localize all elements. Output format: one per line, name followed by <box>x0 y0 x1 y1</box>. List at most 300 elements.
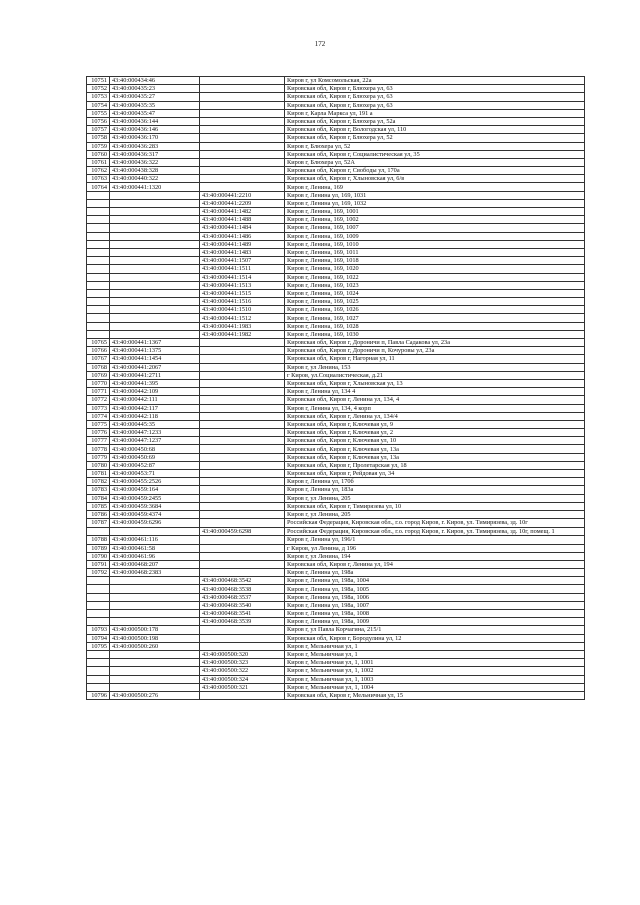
table-row <box>87 437 585 445</box>
table-row <box>87 634 585 642</box>
address-cell: Киров г, Ленина ул, 198а, 1009 <box>285 618 585 626</box>
table-row <box>87 536 585 544</box>
cadastral-number-cell: 43:40:000436:317 <box>110 150 200 158</box>
address-cell: Киров г, Ленина, 169, 1023 <box>285 281 585 289</box>
sub-object-number-cell <box>200 339 285 347</box>
table-row <box>87 273 585 281</box>
cadastral-number-cell: 43:40:000442:109 <box>110 388 200 396</box>
address-cell: Кировская обл, Киров г, Ленина ул, 194 <box>285 560 585 568</box>
row-number-cell: 10759 <box>87 142 110 150</box>
cadastral-number-cell <box>110 265 200 273</box>
sub-object-number-cell: 43:40:000500:322 <box>200 667 285 675</box>
sub-object-number-cell: 43:40:000441:1483 <box>200 248 285 256</box>
address-cell: Киров г, Мельничная ул, 1, 1001 <box>285 659 585 667</box>
cadastral-number-cell <box>110 650 200 658</box>
sub-object-number-cell <box>200 167 285 175</box>
row-number-cell <box>87 257 110 265</box>
row-number-cell: 10774 <box>87 412 110 420</box>
row-number-cell: 10752 <box>87 85 110 93</box>
table-row <box>87 289 585 297</box>
sub-object-number-cell: 43:40:000441:1486 <box>200 232 285 240</box>
address-cell: Киров г, Ленина ул, 198а, 1005 <box>285 585 585 593</box>
address-cell: Кировская обл, Киров г, Социалистическая ул, 35 <box>285 150 585 158</box>
row-number-cell <box>87 216 110 224</box>
cadastral-number-cell: 43:40:000453:71 <box>110 470 200 478</box>
row-number-cell <box>87 191 110 199</box>
row-number-cell <box>87 265 110 273</box>
address-cell: Кировская обл, Киров г, Ключевая ул, 13а <box>285 453 585 461</box>
address-cell: Кировская обл, Киров г, Бородулина ул, 12 <box>285 634 585 642</box>
row-number-cell: 10791 <box>87 560 110 568</box>
row-number-cell <box>87 610 110 618</box>
address-cell: Кировская обл, Киров г, Рейдовая ул, 34 <box>285 470 585 478</box>
sub-object-number-cell <box>200 470 285 478</box>
sub-object-number-cell <box>200 355 285 363</box>
row-number-cell: 10786 <box>87 510 110 518</box>
cadastral-number-cell: 43:40:000468:2383 <box>110 569 200 577</box>
address-cell: Кировская обл, Киров г, Ключевая ул, 10 <box>285 437 585 445</box>
cadastral-number-cell: 43:40:000441:2711 <box>110 371 200 379</box>
table-row <box>87 322 585 330</box>
row-number-cell: 10751 <box>87 77 110 85</box>
address-cell: Кировская обл, Киров г, Хлыновская ул, 6/в <box>285 175 585 183</box>
sub-object-number-cell <box>200 569 285 577</box>
sub-object-number-cell: 43:40:000500:321 <box>200 683 285 691</box>
row-number-cell: 10754 <box>87 101 110 109</box>
sub-object-number-cell: 43:40:000459:6298 <box>200 527 285 536</box>
sub-object-number-cell <box>200 691 285 699</box>
table-row <box>87 650 585 658</box>
address-cell: Кировская обл, Киров г, Дороничи п, Павла Садакова ул, 23а <box>285 339 585 347</box>
row-number-cell: 10763 <box>87 175 110 183</box>
table-row <box>87 298 585 306</box>
sub-object-number-cell: 43:40:000468:3540 <box>200 601 285 609</box>
table-row <box>87 306 585 314</box>
sub-object-number-cell <box>200 642 285 650</box>
sub-object-number-cell <box>200 634 285 642</box>
address-cell: Киров г, Ленина, 169, 1025 <box>285 298 585 306</box>
address-cell: Кировская обл, Киров г, Ключевая ул, 13а <box>285 445 585 453</box>
row-number-cell: 10777 <box>87 437 110 445</box>
table-row <box>87 519 585 528</box>
sub-object-number-cell: 43:40:000441:1484 <box>200 224 285 232</box>
sub-object-number-cell: 43:40:000468:3538 <box>200 585 285 593</box>
table-row <box>87 257 585 265</box>
table-row <box>87 208 585 216</box>
cadastral-number-cell: 43:40:000436:322 <box>110 158 200 166</box>
cadastral-number-cell: 43:40:000441:1454 <box>110 355 200 363</box>
row-number-cell: 10764 <box>87 183 110 191</box>
row-number-cell <box>87 650 110 658</box>
address-cell: Киров г, Ленина ул, 198а, 1008 <box>285 610 585 618</box>
table-row <box>87 675 585 683</box>
cadastral-number-cell <box>110 330 200 338</box>
cadastral-number-cell <box>110 281 200 289</box>
cadastral-number-cell <box>110 191 200 199</box>
table-row <box>87 175 585 183</box>
row-number-cell <box>87 527 110 536</box>
sub-object-number-cell: 43:40:000500:323 <box>200 659 285 667</box>
cadastral-number-cell <box>110 675 200 683</box>
table-row <box>87 659 585 667</box>
cadastral-number-cell: 43:40:000441:1367 <box>110 339 200 347</box>
table-row <box>87 224 585 232</box>
table-row <box>87 626 585 634</box>
row-number-cell: 10762 <box>87 167 110 175</box>
sub-object-number-cell <box>200 552 285 560</box>
cadastral-number-cell: 43:40:000442:117 <box>110 404 200 412</box>
sub-object-number-cell: 43:40:000500:324 <box>200 675 285 683</box>
address-cell: Киров г, Ленина ул, 198а <box>285 569 585 577</box>
row-number-cell <box>87 314 110 322</box>
cadastral-number-cell: 43:40:000435:27 <box>110 93 200 101</box>
row-number-cell: 10766 <box>87 347 110 355</box>
address-cell: Киров г, Ленина, 169, 1010 <box>285 240 585 248</box>
cadastral-number-cell: 43:40:000441:395 <box>110 379 200 387</box>
table-row <box>87 158 585 166</box>
page-number: 172 <box>314 40 326 48</box>
address-cell: Киров г, Ленина, 169, 1001 <box>285 208 585 216</box>
cadastral-number-cell: 43:40:000447:1233 <box>110 429 200 437</box>
row-number-cell: 10796 <box>87 691 110 699</box>
row-number-cell: 10769 <box>87 371 110 379</box>
row-number-cell <box>87 322 110 330</box>
sub-object-number-cell: 43:40:000441:1488 <box>200 216 285 224</box>
address-cell: Кировская обл, Киров г, Хлыновская ул, 13 <box>285 379 585 387</box>
row-number-cell: 10789 <box>87 544 110 552</box>
cadastral-number-cell: 43:40:000461:116 <box>110 536 200 544</box>
address-cell: Кировская обл, Киров г, Блюхера ул, 52 <box>285 134 585 142</box>
table-row <box>87 585 585 593</box>
address-cell: Киров г, Мельничная ул, 1, 1003 <box>285 675 585 683</box>
cadastral-number-cell: 43:40:000441:1320 <box>110 183 200 191</box>
sub-object-number-cell <box>200 412 285 420</box>
table-row <box>87 379 585 387</box>
cadastral-number-cell: 43:40:000450:69 <box>110 453 200 461</box>
table-row <box>87 461 585 469</box>
table-row <box>87 412 585 420</box>
address-cell: Киров г, ул Павла Корчагина, 215/1 <box>285 626 585 634</box>
table-row <box>87 371 585 379</box>
row-number-cell <box>87 593 110 601</box>
address-cell: Кировская обл, Киров г, Ключевая ул, 9 <box>285 420 585 428</box>
cadastral-number-cell: 43:40:000500:276 <box>110 691 200 699</box>
table-row <box>87 510 585 518</box>
sub-object-number-cell <box>200 560 285 568</box>
table-row <box>87 183 585 191</box>
address-cell: Киров г, Мельничная ул, 1, 1002 <box>285 667 585 675</box>
address-cell: Кировская обл, Киров г, Вологодская ул, 110 <box>285 126 585 134</box>
cadastral-number-cell: 43:40:000459:4374 <box>110 510 200 518</box>
cadastral-number-cell: 43:40:000436:144 <box>110 117 200 125</box>
table-row <box>87 388 585 396</box>
cadastral-number-cell <box>110 306 200 314</box>
cadastral-number-cell <box>110 289 200 297</box>
sub-object-number-cell: 43:40:000441:1982 <box>200 330 285 338</box>
table-row <box>87 77 585 85</box>
cadastral-number-cell <box>110 593 200 601</box>
row-number-cell <box>87 199 110 207</box>
cadastral-number-cell: 43:40:000447:1237 <box>110 437 200 445</box>
address-cell: Киров г, Ленина ул, 169, 1031 <box>285 191 585 199</box>
sub-object-number-cell: 43:40:000441:1482 <box>200 208 285 216</box>
sub-object-number-cell: 43:40:000468:3541 <box>200 610 285 618</box>
cadastral-register-table <box>86 76 585 700</box>
row-number-cell <box>87 306 110 314</box>
cadastral-number-cell: 43:40:000442:118 <box>110 412 200 420</box>
sub-object-number-cell <box>200 461 285 469</box>
table-row <box>87 618 585 626</box>
sub-object-number-cell <box>200 85 285 93</box>
row-number-cell: 10795 <box>87 642 110 650</box>
table-row <box>87 502 585 510</box>
row-number-cell <box>87 232 110 240</box>
sub-object-number-cell <box>200 175 285 183</box>
cadastral-number-cell: 43:40:000445:35 <box>110 420 200 428</box>
table-row <box>87 265 585 273</box>
row-number-cell: 10756 <box>87 117 110 125</box>
address-cell: Киров г, Ленина ул, 170б <box>285 478 585 486</box>
sub-object-number-cell: 43:40:000468:3537 <box>200 593 285 601</box>
table-row <box>87 667 585 675</box>
row-number-cell: 10776 <box>87 429 110 437</box>
address-cell: Киров г, ул Ленина, 194 <box>285 552 585 560</box>
row-number-cell <box>87 248 110 256</box>
cadastral-number-cell: 43:40:000461:58 <box>110 544 200 552</box>
table-row <box>87 240 585 248</box>
row-number-cell <box>87 683 110 691</box>
table-row <box>87 494 585 502</box>
address-cell: Киров г, ул Ленина, 205 <box>285 510 585 518</box>
address-cell: Киров г, Ленина ул, 198а, 1004 <box>285 577 585 585</box>
cadastral-number-cell <box>110 577 200 585</box>
sub-object-number-cell <box>200 437 285 445</box>
address-cell: Киров г, Ленина ул, 134, 4 корп <box>285 404 585 412</box>
sub-object-number-cell <box>200 183 285 191</box>
sub-object-number-cell <box>200 453 285 461</box>
address-cell: Киров г, ул Комсомольская, 22а <box>285 77 585 85</box>
row-number-cell: 10771 <box>87 388 110 396</box>
row-number-cell: 10794 <box>87 634 110 642</box>
row-number-cell: 10779 <box>87 453 110 461</box>
sub-object-number-cell <box>200 420 285 428</box>
table-row <box>87 126 585 134</box>
cadastral-number-cell <box>110 298 200 306</box>
table-row <box>87 486 585 494</box>
address-cell: Кировская обл, Киров г, Ключевая ул, 2 <box>285 429 585 437</box>
cadastral-number-cell <box>110 199 200 207</box>
table-row <box>87 445 585 453</box>
row-number-cell: 10760 <box>87 150 110 158</box>
address-cell: Киров г, Ленина ул, 134 4 <box>285 388 585 396</box>
cadastral-number-cell: 43:40:000459:6296 <box>110 519 200 528</box>
row-number-cell <box>87 330 110 338</box>
table-row <box>87 396 585 404</box>
row-number-cell <box>87 240 110 248</box>
address-cell: Киров г, ул Ленина, 153 <box>285 363 585 371</box>
table-row <box>87 642 585 650</box>
row-number-cell: 10790 <box>87 552 110 560</box>
address-cell: Киров г, Ленина ул, 198а, 1007 <box>285 601 585 609</box>
cadastral-number-cell <box>110 216 200 224</box>
row-number-cell: 10787 <box>87 519 110 528</box>
sub-object-number-cell: 43:40:000441:1983 <box>200 322 285 330</box>
row-number-cell: 10758 <box>87 134 110 142</box>
cadastral-number-cell <box>110 248 200 256</box>
table-row <box>87 478 585 486</box>
table-row <box>87 593 585 601</box>
sub-object-number-cell: 43:40:000441:1512 <box>200 314 285 322</box>
table-row <box>87 281 585 289</box>
address-cell: Кировская обл, Киров г, Свободы ул, 170а <box>285 167 585 175</box>
sub-object-number-cell: 43:40:000441:1511 <box>200 265 285 273</box>
address-cell: Кировская обл, Киров г, Мельничная ул, 15 <box>285 691 585 699</box>
address-cell: Киров г, Ленина, 169, 1030 <box>285 330 585 338</box>
sub-object-number-cell <box>200 478 285 486</box>
table-row <box>87 117 585 125</box>
sub-object-number-cell <box>200 142 285 150</box>
table-row <box>87 569 585 577</box>
sub-object-number-cell: 43:40:000468:3542 <box>200 577 285 585</box>
address-cell: Киров г, Ленина, 169, 1009 <box>285 232 585 240</box>
cadastral-number-cell <box>110 273 200 281</box>
sub-object-number-cell <box>200 429 285 437</box>
address-cell: Кировская обл, Киров г, Нагорная ул, 11 <box>285 355 585 363</box>
row-number-cell: 10765 <box>87 339 110 347</box>
row-number-cell <box>87 667 110 675</box>
cadastral-number-cell: 43:40:000442:111 <box>110 396 200 404</box>
sub-object-number-cell: 43:40:000441:1489 <box>200 240 285 248</box>
cadastral-number-cell <box>110 314 200 322</box>
table-row <box>87 191 585 199</box>
row-number-cell: 10761 <box>87 158 110 166</box>
address-cell: Киров г, Ленина, 169, 1002 <box>285 216 585 224</box>
table-row <box>87 683 585 691</box>
sub-object-number-cell <box>200 494 285 502</box>
cadastral-number-cell <box>110 322 200 330</box>
cadastral-number-cell: 43:40:000435:23 <box>110 85 200 93</box>
table-row <box>87 544 585 552</box>
row-number-cell <box>87 659 110 667</box>
cadastral-number-cell: 43:40:000459:164 <box>110 486 200 494</box>
sub-object-number-cell <box>200 134 285 142</box>
row-number-cell: 10793 <box>87 626 110 634</box>
address-cell: Киров г, Ленина, 169, 1018 <box>285 257 585 265</box>
sub-object-number-cell <box>200 109 285 117</box>
table-row <box>87 355 585 363</box>
cadastral-number-cell: 43:40:000500:198 <box>110 634 200 642</box>
table-row <box>87 404 585 412</box>
address-cell: Кировская обл, Киров г, Дороничи п, Кочуровы ул, 23а <box>285 347 585 355</box>
row-number-cell: 10755 <box>87 109 110 117</box>
address-cell: Киров г, Мельничная ул, 1, 1004 <box>285 683 585 691</box>
row-number-cell <box>87 577 110 585</box>
cadastral-number-cell <box>110 585 200 593</box>
address-cell: Киров г, Ленина, 169, 1026 <box>285 306 585 314</box>
table-row <box>87 691 585 699</box>
sub-object-number-cell <box>200 502 285 510</box>
row-number-cell <box>87 208 110 216</box>
row-number-cell: 10753 <box>87 93 110 101</box>
table-row <box>87 363 585 371</box>
cadastral-number-cell: 43:40:000500:260 <box>110 642 200 650</box>
sub-object-number-cell <box>200 77 285 85</box>
cadastral-number-cell: 43:40:000459:3684 <box>110 502 200 510</box>
table-row <box>87 610 585 618</box>
row-number-cell <box>87 675 110 683</box>
table-row <box>87 150 585 158</box>
row-number-cell: 10770 <box>87 379 110 387</box>
cadastral-number-cell: 43:40:000438:328 <box>110 167 200 175</box>
sub-object-number-cell: 43:40:000441:1516 <box>200 298 285 306</box>
sub-object-number-cell <box>200 486 285 494</box>
row-number-cell <box>87 618 110 626</box>
row-number-cell: 10788 <box>87 536 110 544</box>
cadastral-number-cell <box>110 610 200 618</box>
table-row <box>87 339 585 347</box>
cadastral-number-cell: 43:40:000435:35 <box>110 101 200 109</box>
address-cell: Киров г, Ленина, 169, 1011 <box>285 248 585 256</box>
table-row <box>87 527 585 536</box>
address-cell: Киров г, Блюхера ул, 52 <box>285 142 585 150</box>
row-number-cell <box>87 585 110 593</box>
cadastral-number-cell: 43:40:000459:2455 <box>110 494 200 502</box>
sub-object-number-cell <box>200 126 285 134</box>
address-cell: Киров г, Мельничная ул, 1 <box>285 642 585 650</box>
address-cell: Киров г, Ленина, 169, 1027 <box>285 314 585 322</box>
table-row <box>87 347 585 355</box>
address-cell: г Киров, ул.Социалистическая, д.21 <box>285 371 585 379</box>
cadastral-number-cell: 43:40:000461:96 <box>110 552 200 560</box>
sub-object-number-cell: 43:40:000441:1515 <box>200 289 285 297</box>
sub-object-number-cell <box>200 379 285 387</box>
table-row <box>87 453 585 461</box>
sub-object-number-cell <box>200 150 285 158</box>
sub-object-number-cell: 43:40:000441:1510 <box>200 306 285 314</box>
address-cell: Киров г, Ленина, 169, 1024 <box>285 289 585 297</box>
table-row <box>87 216 585 224</box>
address-cell: Киров г, Ленина, 169, 1020 <box>285 265 585 273</box>
address-cell: Российская Федерация, Кировская обл., г.о. город Киров, г. Киров, ул. Тимирязева, зд. 10г, помещ. 1 <box>285 527 585 536</box>
address-cell: Кировская обл, Киров г, Блюхера ул, 63 <box>285 85 585 93</box>
row-number-cell: 10784 <box>87 494 110 502</box>
address-cell: Киров г, ул Ленина, 205 <box>285 494 585 502</box>
row-number-cell: 10780 <box>87 461 110 469</box>
address-cell: Киров г, Ленина, 169 <box>285 183 585 191</box>
row-number-cell: 10773 <box>87 404 110 412</box>
cadastral-number-cell: 43:40:000436:146 <box>110 126 200 134</box>
table-row <box>87 85 585 93</box>
address-cell: Кировская обл, Киров г, Ленина ул, 134/4 <box>285 412 585 420</box>
sub-object-number-cell: 43:40:000441:1513 <box>200 281 285 289</box>
cadastral-number-cell <box>110 659 200 667</box>
address-cell: Кировская обл, Киров г, Ленина ул, 134, 4 <box>285 396 585 404</box>
sub-object-number-cell <box>200 396 285 404</box>
cadastral-number-cell <box>110 208 200 216</box>
table-row <box>87 314 585 322</box>
table-row <box>87 470 585 478</box>
row-number-cell: 10778 <box>87 445 110 453</box>
row-number-cell: 10772 <box>87 396 110 404</box>
cadastral-number-cell <box>110 527 200 536</box>
sub-object-number-cell <box>200 544 285 552</box>
table-body <box>87 77 585 700</box>
cadastral-number-cell <box>110 240 200 248</box>
address-cell: Киров г, Ленина ул, 169, 1032 <box>285 199 585 207</box>
row-number-cell <box>87 224 110 232</box>
row-number-cell: 10781 <box>87 470 110 478</box>
cadastral-number-cell: 43:40:000452:87 <box>110 461 200 469</box>
